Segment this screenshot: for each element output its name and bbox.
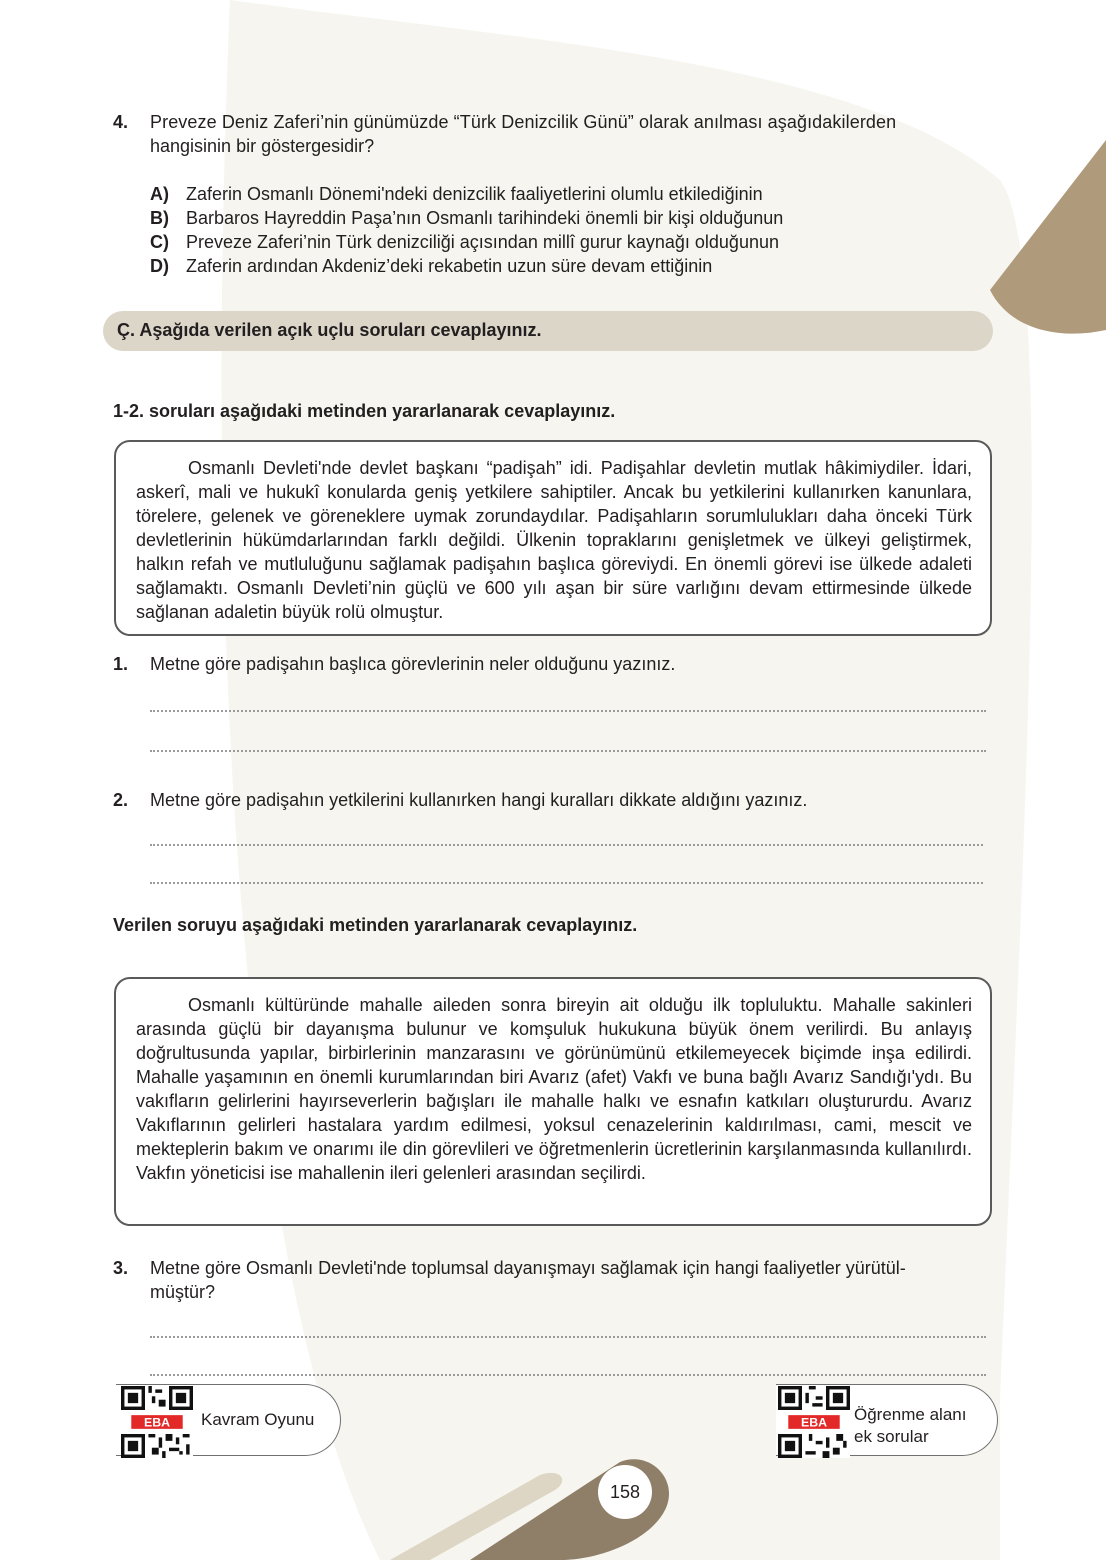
option-a[interactable] [150, 182, 763, 206]
passage-text: Osmanlı Devleti'nde devlet başkanı “padişah” idi. Padişahlar devletin mutlak hâkimiydiler. İdari, askerî, mali ve hukukî konularda geniş yetkilere sahiptiler. Ancak bu yetkilerini kullanırken kanunlara, törelere, gelenek ve göreneklere uymak zorundaydılar. Padişahların sorumlulukları daha önceki Türk devletlerinin hükümdarlarından farklı değildi. Ülkenin topraklarını genişletmek ve ülkeyi geliştirmek, halkın refah ve mutluluğunu sağlamak padişahın başlıca göreviydi. En önemli görevi ise ülkede adaleti sağlamaktı. Osmanlı Devleti’nin güçlü ve 600 yılı aşan bir süre varlığını devam ettirmesinde ülkede sağlanan adaletin büyük rolü olmuştur. [136, 458, 972, 622]
eba-logo: EBA [800, 1415, 828, 1430]
option-c[interactable] [150, 230, 779, 254]
qr-code-icon[interactable] [121, 1386, 193, 1458]
option-text: Preveze Zaferi’nin Türk denizciliği açısından millî gurur kaynağı olduğunun [186, 232, 779, 252]
question-text: Preveze Deniz Zaferi’nin günümüzde “Türk Denizcilik Günü” olarak anılması aşağıdakilerden [150, 112, 897, 132]
question-text: Metne göre padişahın başlıca görevlerinin neler olduğunu yazınız. [150, 654, 676, 674]
pill-label[interactable]: ek sorular [854, 1427, 929, 1446]
question-number: 4. [113, 112, 129, 132]
option-letter: B) [150, 208, 169, 228]
answer-line[interactable] [150, 880, 983, 884]
option-b[interactable] [150, 206, 783, 230]
question-number: 1. [113, 654, 129, 674]
question-number: 2. [113, 790, 129, 810]
answer-line[interactable] [150, 748, 986, 752]
reading-passage [114, 440, 992, 636]
option-letter: A) [150, 184, 169, 204]
question-text: Metne göre Osmanlı Devleti'nde toplumsal dayanışmayı sağlamak için hangi faaliyetler yürütül- [150, 1258, 906, 1278]
instruction-heading: Verilen soruyu aşağıdaki metinden yararlanarak cevaplayınız. [113, 915, 638, 935]
instruction-heading: 1-2. soruları aşağıdaki metinden yararlanarak cevaplayınız. [113, 401, 616, 421]
option-letter: C) [150, 232, 169, 252]
option-d[interactable] [150, 254, 712, 278]
question-text-cont: hangisinin bir göstergesidir? [150, 136, 375, 156]
answer-line[interactable] [150, 842, 983, 846]
option-text: Zaferin ardından Akdeniz’deki rekabetin uzun süre devam ettiğinin [186, 256, 713, 276]
question-text: Metne göre padişahın yetkilerini kullanırken hangi kuralları dikkate aldığını yazınız. [150, 790, 808, 810]
option-letter: D) [150, 256, 169, 276]
option-text: Barbaros Hayreddin Paşa’nın Osmanlı tarihindeki önemli bir kişi olduğunun [186, 208, 784, 228]
answer-line[interactable] [150, 708, 986, 712]
eba-logo: EBA [143, 1415, 171, 1430]
section-heading: Ç. Aşağıda verilen açık uçlu soruları cevaplayınız. [117, 320, 542, 340]
option-text: Zaferin Osmanlı Dönemi'ndeki denizcilik faaliyetlerini olumlu etkilediğinin [186, 184, 763, 204]
answer-line[interactable] [150, 1372, 986, 1376]
question-text-cont: müştür? [150, 1282, 216, 1302]
qr-code-icon[interactable] [778, 1386, 850, 1458]
pill-label[interactable]: Öğrenme alanı [854, 1405, 967, 1424]
section-heading-bar [103, 311, 993, 351]
reading-passage [114, 977, 992, 1226]
question-number: 3. [113, 1258, 129, 1278]
page-number: 158 [598, 1465, 652, 1519]
pill-label[interactable]: Kavram Oyunu [201, 1410, 315, 1429]
answer-line[interactable] [150, 1334, 986, 1338]
passage-text: Osmanlı kültüründe mahalle aileden sonra bireyin ait olduğu ilk topluluktu. Mahalle sakinleri arasında güçlü bir dayanışma bulunur ve komşuluk hukukuna büyük önem verilirdi. Bu anlayış doğrultusunda yapılar, birbirlerinin manzarasını ve görünümünü etkilemeyecek biçimde inşa edilirdi. Mahalle yaşamının en önemli kurumlarından biri Avarız (afet) Vakfı ve buna bağlı Avarız Sandığı'ydı. Bu vakıfların gelirlerini hayırseverlerin bağışları ile mahalle halkı ve esnafın katkıları oluştururdu. Avarız Vakıflarının gelirleri hastalara yardım edilmesi, yoksul cenazelerinin kaldırılması, cami, mescit ve mekteplerin bakım ve onarımı ile din görevlileri ve öğretmenlerin ücretlerinin karşılanmasında kullanılırdı. Vakfın yöneticisi ise mahallenin ileri gelenleri arasından seçilirdi. [136, 995, 972, 1183]
